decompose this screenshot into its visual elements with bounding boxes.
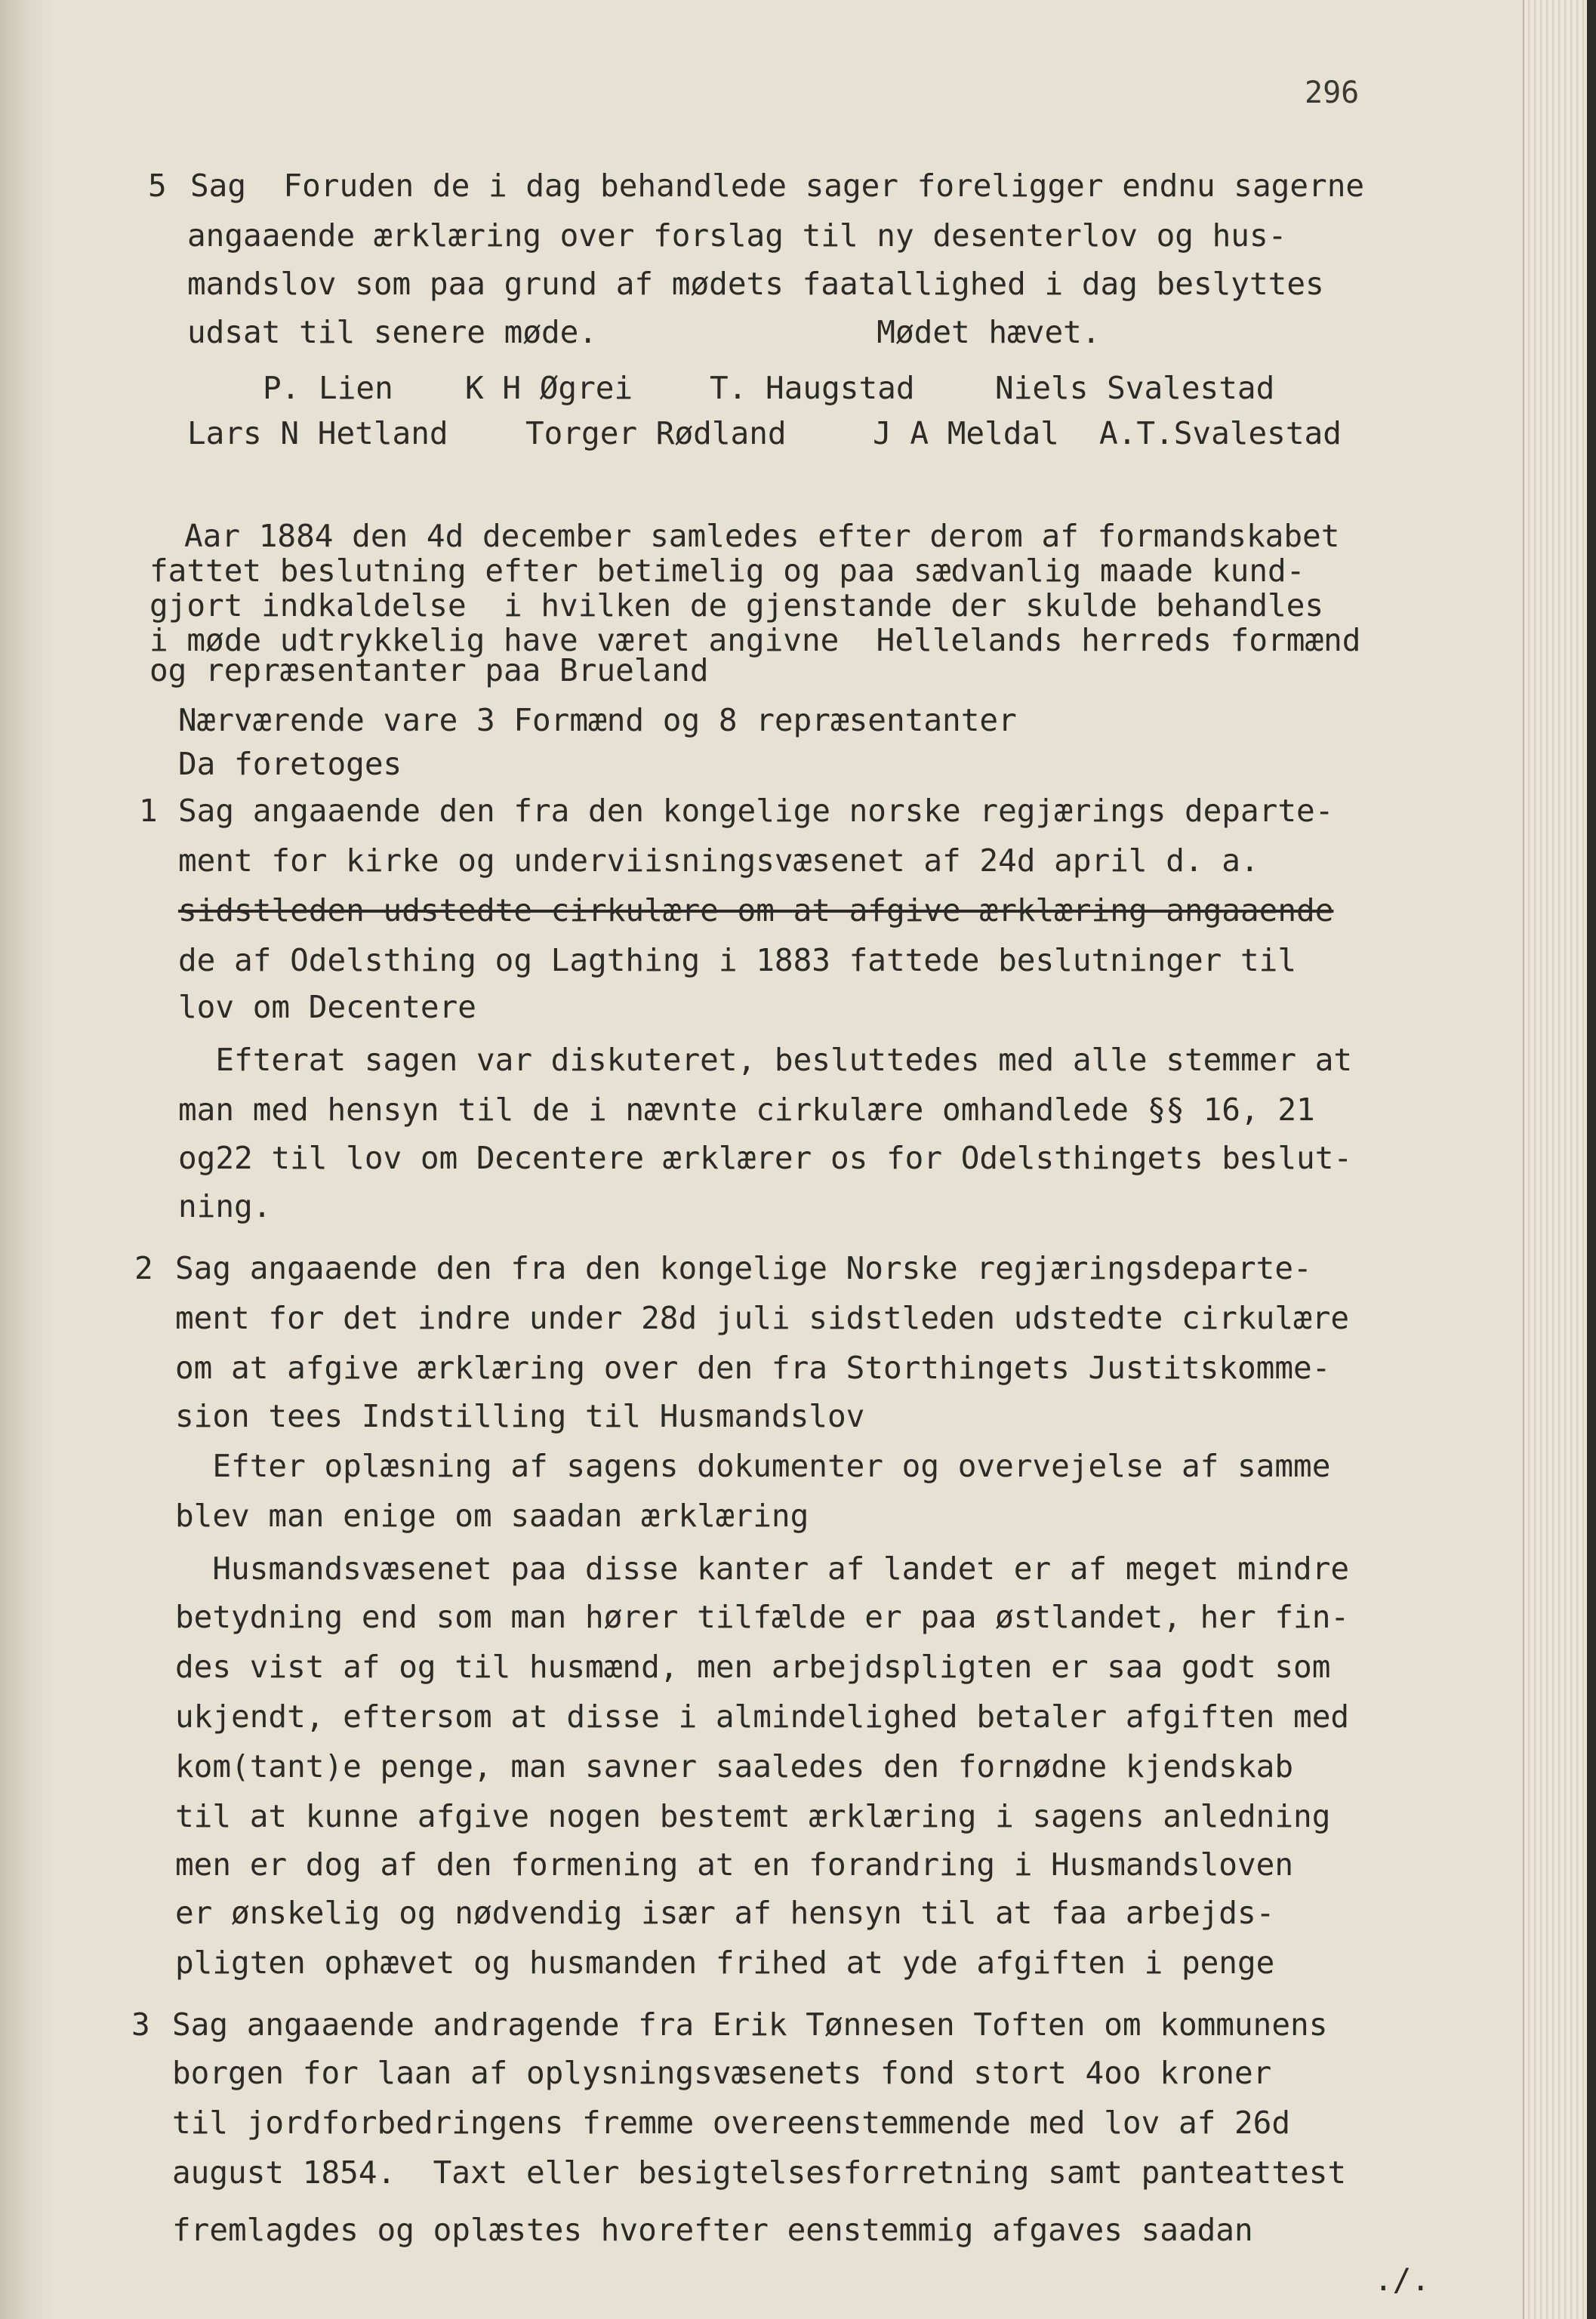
text-line: gjort indkaldelse i hvilken de gjenstande der skulde behandles: [149, 587, 1324, 624]
text-line: kom(tant)e penge, man savner saaledes den fornødne kjendskab: [175, 1748, 1294, 1785]
page-edges: [1523, 0, 1596, 2319]
text-line: Sag angaaende andragende fra Erik Tønnesen Toften om kommunens: [172, 2006, 1328, 2043]
text-line: Sag Foruden de i dag behandlede sager foreligger endnu sagerne: [190, 168, 1365, 204]
text-line: man med hensyn til de i nævnte cirkulære omhandlede §§ 16, 21: [178, 1092, 1315, 1128]
item-number: 3: [131, 2006, 150, 2043]
text-line: er ønskelig og nødvendig især af hensyn til at faa arbejds-: [175, 1895, 1275, 1931]
section-number: 5: [148, 168, 167, 204]
text-line: men er dog af den formening at en forandring i Husmandsloven: [175, 1846, 1294, 1883]
signature: K H Øgrei: [465, 370, 633, 406]
text-line: til jordforbedringens fremme overeenstemmende med lov af 26d: [172, 2105, 1291, 2141]
background-strip: [1587, 0, 1596, 2319]
text-line: Efterat sagen var diskuteret, besluttedes med alle stemmer at: [178, 1042, 1353, 1078]
text-line: Efter oplæsning af sagens dokumenter og overvejelse af samme: [175, 1448, 1331, 1484]
text-line: sidstleden udstedte cirkulære om at afgive ærklæring angaaende: [178, 892, 1334, 929]
text-line: angaaende ærklæring over forslag til ny desenterlov og hus-: [187, 217, 1287, 254]
text-line: blev man enige om saadan ærklæring: [175, 1498, 809, 1534]
text-line: i møde udtrykkelig have været angivne Hellelands herreds formænd: [149, 622, 1361, 658]
text-line: lov om Decentere: [178, 989, 476, 1025]
signature: Torger Rødland: [525, 415, 787, 451]
attendance-line: Nærværende vare 3 Formænd og 8 repræsentanter: [178, 702, 1017, 738]
text-line: Sag angaaende den fra den kongelige Norske regjæringsdeparte-: [175, 1250, 1312, 1286]
signature: Lars N Hetland: [187, 415, 448, 451]
text-line: til at kunne afgive nogen bestemt ærklæring i sagens anledning: [175, 1798, 1331, 1834]
text-line: mandslov som paa grund af mødets faatallighed i dag beslyttes: [187, 266, 1324, 302]
text-line: Sag angaaende den fra den kongelige norske regjærings departe-: [178, 793, 1334, 829]
page-number: 296: [1305, 75, 1360, 110]
text-line: ning.: [178, 1188, 272, 1224]
proceedings-heading: Da foretoges: [178, 746, 402, 782]
continuation-mark: ./.: [1374, 2262, 1431, 2298]
item-number: 1: [139, 793, 158, 829]
text-line: og repræsentanter paa Brueland: [149, 652, 709, 688]
text-line: ukjendt, eftersom at disse i almindelighed betaler afgiften med: [175, 1698, 1350, 1735]
text-line: pligten ophævet og husmanden frihed at yde afgiften i penge: [175, 1945, 1275, 1981]
text-line: og22 til lov om Decentere ærklærer os for Odelsthingets beslut-: [178, 1140, 1353, 1176]
binding-shadow: [0, 0, 53, 2319]
text-line: Aar 1884 den 4d december samledes efter derom af formandskabet: [184, 518, 1340, 554]
text-line: fremlagdes og oplæstes hvorefter eenstemmig afgaves saadan: [172, 2212, 1253, 2248]
signature: A.T.Svalestad: [1099, 415, 1342, 451]
signature: J A Meldal: [873, 415, 1059, 451]
text-line: sion tees Indstilling til Husmandslov: [175, 1398, 865, 1434]
text-line: om at afgive ærklæring over den fra Storthingets Justitskomme-: [175, 1350, 1331, 1386]
text-line: udsat til senere møde. Mødet hævet.: [187, 314, 1101, 350]
signature: Niels Svalestad: [995, 370, 1275, 406]
text-line: ment for kirke og underviisningsvæsenet af 24d april d. a.: [178, 842, 1259, 879]
text-line: august 1854. Taxt eller besigtelsesforretning samt panteattest: [172, 2154, 1347, 2191]
signature: T. Haugstad: [710, 370, 915, 406]
text-line: betydning end som man hører tilfælde er paa østlandet, her fin-: [175, 1599, 1350, 1635]
signature: P. Lien: [263, 370, 393, 406]
text-line: ment for det indre under 28d juli sidstleden udstedte cirkulære: [175, 1300, 1350, 1336]
text-line: des vist af og til husmænd, men arbejdspligten er saa godt som: [175, 1649, 1331, 1685]
text-line: Husmandsvæsenet paa disse kanter af landet er af meget mindre: [175, 1551, 1350, 1587]
text-line: fattet beslutning efter betimelig og paa sædvanlig maade kund-: [149, 553, 1305, 589]
text-line: de af Odelsthing og Lagthing i 1883 fattede beslutninger til: [178, 942, 1297, 978]
item-number: 2: [134, 1250, 153, 1286]
text-line: borgen for laan af oplysningsvæsenets fond stort 4oo kroner: [172, 2055, 1272, 2091]
